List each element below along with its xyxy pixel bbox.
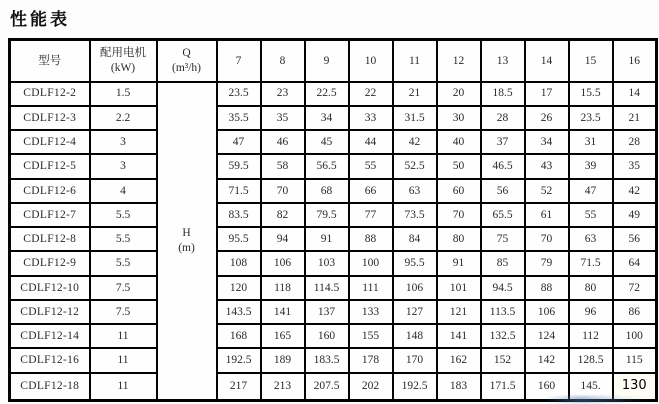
model-cell: CDLF12-14 xyxy=(10,324,90,348)
head-value-cell: 14 xyxy=(613,82,657,106)
head-unit-cell: H (m) xyxy=(157,82,217,401)
model-cell: CDLF12-16 xyxy=(10,348,90,372)
head-value-cell: 43 xyxy=(525,154,569,178)
head-value-cell: 88 xyxy=(349,227,393,251)
model-cell: CDLF12-10 xyxy=(10,276,90,300)
head-value-cell: 63 xyxy=(569,227,613,251)
model-cell: CDLF12-6 xyxy=(10,179,90,203)
column-header-flow-7: 7 xyxy=(217,40,261,82)
head-value-cell: 35 xyxy=(261,106,305,130)
head-value-cell: 130 xyxy=(613,373,657,401)
head-value-cell: 91 xyxy=(437,251,481,275)
head-value-cell: 183.5 xyxy=(305,348,349,372)
head-value-cell: 183 xyxy=(437,373,481,401)
motor-power-cell: 3 xyxy=(90,154,157,178)
head-value-cell: 46.5 xyxy=(481,154,525,178)
head-value-cell: 42 xyxy=(613,179,657,203)
head-value-cell: 35.5 xyxy=(217,106,261,130)
head-value-cell: 115 xyxy=(613,348,657,372)
head-value-cell: 137 xyxy=(305,300,349,324)
head-value-cell: 47 xyxy=(217,130,261,154)
head-value-cell: 88 xyxy=(525,276,569,300)
head-value-cell: 192.5 xyxy=(217,348,261,372)
head-value-cell: 113.5 xyxy=(481,300,525,324)
head-value-cell: 37 xyxy=(481,130,525,154)
head-value-cell: 106 xyxy=(393,276,437,300)
motor-power-cell: 4 xyxy=(90,179,157,203)
head-value-cell: 145. xyxy=(569,373,613,401)
head-value-cell: 142 xyxy=(525,348,569,372)
head-value-cell: 106 xyxy=(261,251,305,275)
table-row-CDLF12-14 xyxy=(10,324,657,348)
model-cell: CDLF12-8 xyxy=(10,227,90,251)
column-header-flow-16: 16 xyxy=(613,40,657,82)
head-value-cell: 28 xyxy=(613,130,657,154)
head-value-cell: 40 xyxy=(437,130,481,154)
head-value-cell: 39 xyxy=(569,154,613,178)
head-value-cell: 56.5 xyxy=(305,154,349,178)
head-value-cell: 80 xyxy=(569,276,613,300)
model-cell: CDLF12-12 xyxy=(10,300,90,324)
head-value-cell: 178 xyxy=(349,348,393,372)
head-value-cell: 23 xyxy=(261,82,305,106)
head-value-cell: 162 xyxy=(437,348,481,372)
head-value-cell: 42 xyxy=(393,130,437,154)
head-value-cell: 165 xyxy=(261,324,305,348)
head-value-cell: 70 xyxy=(525,227,569,251)
column-header-flow-9: 9 xyxy=(305,40,349,82)
model-cell: CDLF12-18 xyxy=(10,373,90,401)
head-value-cell: 148 xyxy=(393,324,437,348)
motor-power-cell: 2.2 xyxy=(90,106,157,130)
table-body xyxy=(10,82,657,401)
table-row-CDLF12-9 xyxy=(10,251,657,275)
head-value-cell: 71.5 xyxy=(569,251,613,275)
table-row-CDLF12-4 xyxy=(10,130,657,154)
table-header xyxy=(10,40,657,82)
head-value-cell: 160 xyxy=(305,324,349,348)
head-value-cell: 18.5 xyxy=(481,82,525,106)
table-row-CDLF12-2 xyxy=(10,82,657,106)
head-value-cell: 101 xyxy=(437,276,481,300)
head-value-cell: 84 xyxy=(393,227,437,251)
head-value-cell: 61 xyxy=(525,203,569,227)
head-value-cell: 28 xyxy=(481,106,525,130)
column-header-flow-11: 11 xyxy=(393,40,437,82)
head-value-cell: 85 xyxy=(481,251,525,275)
head-value-cell: 50 xyxy=(437,154,481,178)
head-value-cell: 44 xyxy=(349,130,393,154)
head-value-cell: 217 xyxy=(217,373,261,401)
motor-power-cell: 3 xyxy=(90,130,157,154)
head-value-cell: 33 xyxy=(349,106,393,130)
head-value-cell: 100 xyxy=(613,324,657,348)
head-value-cell: 75 xyxy=(481,227,525,251)
head-value-cell: 171.5 xyxy=(481,373,525,401)
head-value-cell: 56 xyxy=(481,179,525,203)
column-header-motor: 配用电机 (kW) xyxy=(90,40,157,82)
head-value-cell: 120 xyxy=(217,276,261,300)
head-value-cell: 155 xyxy=(349,324,393,348)
head-value-cell: 71.5 xyxy=(217,179,261,203)
head-value-cell: 30 xyxy=(437,106,481,130)
head-value-cell: 73.5 xyxy=(393,203,437,227)
head-value-cell: 94 xyxy=(261,227,305,251)
head-value-cell: 23.5 xyxy=(217,82,261,106)
head-value-cell: 58 xyxy=(261,154,305,178)
table-row-CDLF12-5 xyxy=(10,154,657,178)
head-value-cell: 91 xyxy=(305,227,349,251)
head-value-cell: 207.5 xyxy=(305,373,349,401)
head-value-cell: 112 xyxy=(569,324,613,348)
table-row-CDLF12-8 xyxy=(10,227,657,251)
head-value-cell: 106 xyxy=(525,300,569,324)
motor-power-cell: 5.5 xyxy=(90,251,157,275)
column-header-flow-12: 12 xyxy=(437,40,481,82)
head-value-cell: 17 xyxy=(525,82,569,106)
head-value-cell: 152 xyxy=(481,348,525,372)
column-header-flow-10: 10 xyxy=(349,40,393,82)
head-value-cell: 34 xyxy=(525,130,569,154)
table-header-row xyxy=(10,40,657,82)
head-value-cell: 46 xyxy=(261,130,305,154)
table-row-CDLF12-10 xyxy=(10,276,657,300)
head-value-cell: 128.5 xyxy=(569,348,613,372)
head-value-cell: 192.5 xyxy=(393,373,437,401)
motor-power-cell: 7.5 xyxy=(90,300,157,324)
table-row-CDLF12-3 xyxy=(10,106,657,130)
head-value-cell: 22 xyxy=(349,82,393,106)
motor-power-cell: 7.5 xyxy=(90,276,157,300)
head-value-cell: 170 xyxy=(393,348,437,372)
head-value-cell: 124 xyxy=(525,324,569,348)
head-value-cell: 49 xyxy=(613,203,657,227)
head-value-cell: 143.5 xyxy=(217,300,261,324)
head-value-cell: 15.5 xyxy=(569,82,613,106)
column-header-flow: Q (m³/h) xyxy=(157,40,217,82)
head-value-cell: 31.5 xyxy=(393,106,437,130)
table-row-CDLF12-6 xyxy=(10,179,657,203)
column-header-flow-14: 14 xyxy=(525,40,569,82)
head-value-cell: 20 xyxy=(437,82,481,106)
model-cell: CDLF12-4 xyxy=(10,130,90,154)
motor-power-cell: 1.5 xyxy=(90,82,157,106)
table-row-CDLF12-12 xyxy=(10,300,657,324)
head-value-cell: 108 xyxy=(217,251,261,275)
head-value-cell: 127 xyxy=(393,300,437,324)
head-value-cell: 111 xyxy=(349,276,393,300)
head-value-cell: 23.5 xyxy=(569,106,613,130)
head-value-cell: 60 xyxy=(437,179,481,203)
head-value-cell: 52 xyxy=(525,179,569,203)
head-value-cell: 52.5 xyxy=(393,154,437,178)
head-value-cell: 213 xyxy=(261,373,305,401)
table-row-CDLF12-16 xyxy=(10,348,657,372)
column-header-flow-15: 15 xyxy=(569,40,613,82)
head-value-cell: 21 xyxy=(393,82,437,106)
head-value-cell: 141 xyxy=(437,324,481,348)
head-value-cell: 121 xyxy=(437,300,481,324)
page-title: 性能表 xyxy=(10,10,70,30)
head-value-cell: 56 xyxy=(613,227,657,251)
column-header-flow-8: 8 xyxy=(261,40,305,82)
head-value-cell: 202 xyxy=(349,373,393,401)
model-cell: CDLF12-3 xyxy=(10,106,90,130)
head-value-cell: 47 xyxy=(569,179,613,203)
model-cell: CDLF12-2 xyxy=(10,82,90,106)
head-value-cell: 64 xyxy=(613,251,657,275)
head-value-cell: 26 xyxy=(525,106,569,130)
head-value-cell: 83.5 xyxy=(217,203,261,227)
column-header-flow-13: 13 xyxy=(481,40,525,82)
head-value-cell: 189 xyxy=(261,348,305,372)
head-value-cell: 141 xyxy=(261,300,305,324)
head-value-cell: 72 xyxy=(613,276,657,300)
head-value-cell: 35 xyxy=(613,154,657,178)
head-value-cell: 82 xyxy=(261,203,305,227)
head-value-cell: 22.5 xyxy=(305,82,349,106)
table-row-CDLF12-7 xyxy=(10,203,657,227)
motor-power-cell: 5.5 xyxy=(90,227,157,251)
head-value-cell: 55 xyxy=(569,203,613,227)
model-cell: CDLF12-5 xyxy=(10,154,90,178)
head-value-cell: 168 xyxy=(217,324,261,348)
performance-table xyxy=(8,38,658,402)
head-value-cell: 95.5 xyxy=(217,227,261,251)
head-value-cell: 80 xyxy=(437,227,481,251)
head-value-cell: 77 xyxy=(349,203,393,227)
motor-power-cell: 11 xyxy=(90,324,157,348)
head-value-cell: 79 xyxy=(525,251,569,275)
head-value-cell: 114.5 xyxy=(305,276,349,300)
column-header-model: 型号 xyxy=(10,40,90,82)
head-value-cell: 66 xyxy=(349,179,393,203)
head-value-cell: 95.5 xyxy=(393,251,437,275)
model-cell: CDLF12-7 xyxy=(10,203,90,227)
head-value-cell: 70 xyxy=(437,203,481,227)
motor-power-cell: 11 xyxy=(90,373,157,401)
motor-power-cell: 5.5 xyxy=(90,203,157,227)
table-row-CDLF12-18 xyxy=(10,373,657,401)
head-value-cell: 100 xyxy=(349,251,393,275)
head-value-cell: 96 xyxy=(569,300,613,324)
head-value-cell: 21 xyxy=(613,106,657,130)
head-value-cell: 118 xyxy=(261,276,305,300)
head-value-cell: 160 xyxy=(525,373,569,401)
head-value-cell: 65.5 xyxy=(481,203,525,227)
head-value-cell: 55 xyxy=(349,154,393,178)
head-value-cell: 132.5 xyxy=(481,324,525,348)
head-value-cell: 94.5 xyxy=(481,276,525,300)
model-cell: CDLF12-9 xyxy=(10,251,90,275)
head-value-cell: 59.5 xyxy=(217,154,261,178)
head-value-cell: 86 xyxy=(613,300,657,324)
head-value-cell: 45 xyxy=(305,130,349,154)
head-value-cell: 133 xyxy=(349,300,393,324)
head-value-cell: 68 xyxy=(305,179,349,203)
head-value-cell: 63 xyxy=(393,179,437,203)
head-value-cell: 34 xyxy=(305,106,349,130)
head-value-cell: 31 xyxy=(569,130,613,154)
head-value-cell: 70 xyxy=(261,179,305,203)
head-value-cell: 79.5 xyxy=(305,203,349,227)
head-value-cell: 103 xyxy=(305,251,349,275)
motor-power-cell: 11 xyxy=(90,348,157,372)
